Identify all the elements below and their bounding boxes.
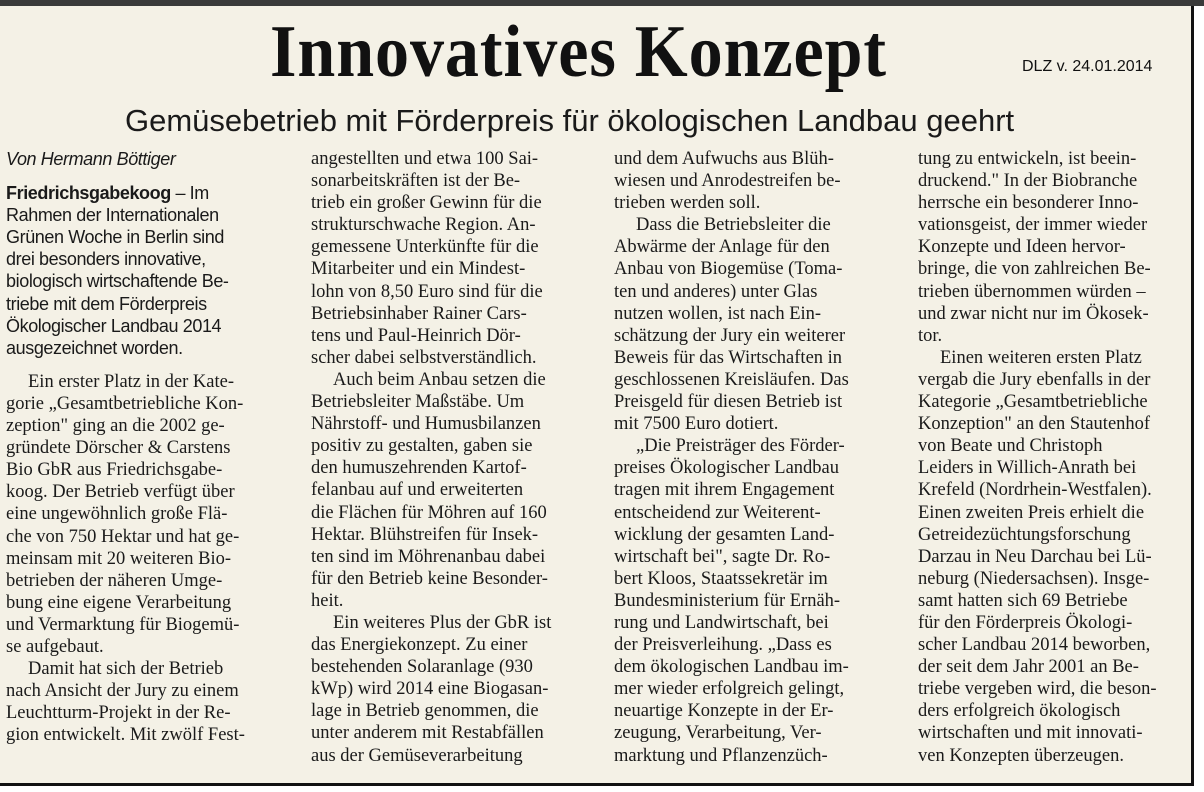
article-text-line: gemessene Unterkünfte für die [311, 237, 539, 258]
article-text-line: Beweis für das Wirtschaften in [614, 347, 843, 368]
article-text-line: Leiders in Willich-Anrath bei [918, 458, 1137, 479]
article-text-line: meinsam mit 20 weiteren Bio- [6, 548, 232, 569]
article-text-line: lohn von 8,50 Euro sind für die [311, 281, 543, 302]
article-text-line: trieben werden soll. [614, 193, 761, 214]
article-text-line: und dem Aufwuchs aus Blüh- [614, 149, 834, 169]
article-text-line: drei besonders innovative, [6, 249, 206, 270]
article-text-line: Ein weiteres Plus der GbR ist [333, 612, 552, 633]
article-text-line: ausgezeichnet worden. [6, 337, 183, 358]
article-text-line: Auch beim Anbau setzen die [333, 369, 546, 390]
article-text-line: Kategorie „Gesamtbetriebliche [918, 392, 1148, 413]
article-text-line: die Flächen für Möhren auf 160 [311, 502, 547, 523]
article-text-line: geschlossenen Kreisläufen. Das [614, 369, 849, 390]
article-text-line: Bio GbR aus Friedrichsgabe- [6, 460, 223, 481]
article-text-line: herrsche ein besonderer Inno- [918, 193, 1139, 214]
article-text-line: triebe mit dem Förderpreis [6, 293, 207, 314]
article-text-line: Einen weiteren ersten Platz [940, 347, 1142, 368]
article-text-line: nach Ansicht der Jury zu einem [6, 681, 239, 702]
article-text-line: Damit hat sich der Betrieb [28, 659, 224, 680]
article-text-line: Mitarbeiter und ein Mindest- [311, 259, 526, 280]
article-text-line: mit 7500 Euro dotiert. [614, 414, 779, 435]
article-text-line: zeption" ging an die 2002 ge- [6, 416, 225, 437]
article-text-line: Abwärme der Anlage für den [614, 237, 830, 258]
article-text-line: lage in Betrieb genommen, die [311, 701, 539, 722]
article-text-line: wicklung der gesamten Land- [614, 524, 835, 545]
dateline-place: Friedrichsgabekoog [6, 183, 171, 204]
article-text-line: Preisgeld für diesen Betrieb ist [614, 392, 843, 413]
article-text-line: Ein erster Platz in der Kate- [28, 371, 234, 392]
article-text-line: gorie „Gesamtbetriebliche Kon- [6, 393, 244, 414]
article-text-line: druckend." In der Biobranche [918, 171, 1138, 192]
article-text-line: se aufgebaut. [6, 636, 104, 657]
article-text-line: bung eine eigene Verarbeitung [6, 592, 232, 613]
article-text-line: betrieben der näheren Umge- [6, 570, 223, 591]
article-text-line: vergab die Jury ebenfalls in der [918, 369, 1151, 390]
article-text-line: das Energiekonzept. Zu einer [311, 635, 528, 656]
article-text-line: „Die Preisträger des Förder- [636, 436, 845, 457]
article-text-line: Ökologischer Landbau 2014 [6, 315, 222, 336]
article-column-2 [311, 148, 603, 788]
article-text-line: eine ungewöhnlich große Flä- [6, 504, 228, 525]
article-text-line: aus der Gemüseverarbeitung [311, 745, 523, 766]
paragraph-gap [6, 359, 306, 371]
article-text-line: scher Landbau 2014 beworben, [918, 635, 1151, 656]
article-text-line: kWp) wird 2014 eine Biogasan- [311, 679, 549, 700]
article-text-line: den humuszehrenden Kartof- [311, 458, 527, 479]
article-column-1 [6, 148, 306, 788]
article-text-line: bestehenden Solaranlage (930 [311, 657, 533, 678]
article-text-line: Krefeld (Nordrhein-Westfalen). [918, 480, 1152, 501]
article-text-line: ten und anderes) unter Glas [614, 281, 818, 302]
article-text-line: heit. [311, 590, 344, 611]
article-text-line: Bundesministerium für Ernäh- [614, 590, 841, 611]
article-text-line: neburg (Niedersachsen). Insge- [918, 568, 1150, 589]
article-text-line: tens und Paul-Heinrich Dör- [311, 325, 521, 346]
article-text-line: marktung und Pflanzenzüch- [614, 745, 828, 766]
article-text-line: felanbau auf und erweiterten [311, 480, 524, 501]
source-note: DLZ v. 24.01.2014 [1022, 58, 1153, 75]
article-text-line: strukturschwache Region. An- [311, 215, 536, 236]
article-text-line: und zwar nicht nur im Ökosek- [918, 303, 1149, 324]
article-text-line: tor. [918, 325, 943, 346]
article-text-line: entscheidend zur Weiterent- [614, 502, 821, 523]
article-text-line: wirtschaft bei", sagte Dr. Ro- [614, 546, 831, 567]
article-text-line: tragen mit ihrem Engagement [614, 480, 835, 501]
article-text-line: wiesen und Anrodestreifen be- [614, 171, 841, 192]
subheadline: Gemüsebetrieb mit Förderpreis für ökologischen Landbau geehrt [125, 103, 1015, 138]
article-text-line: für den Förderpreis Ökologi- [918, 612, 1133, 633]
article-text-line: sonarbeitskräften ist der Be- [311, 171, 521, 192]
article-text-line: rung und Landwirtschaft, bei [614, 612, 829, 633]
article-text-line: wirtschaften und mit innovati- [918, 723, 1143, 744]
article-text-line: Dass die Betriebsleiter die [636, 215, 831, 236]
article-text-line: Getreidezüchtungsforschung [918, 524, 1131, 545]
article-text-line: tung zu entwickeln, ist beein- [918, 149, 1137, 169]
article-text-line: ten sind im Möhrenanbau dabei [311, 546, 546, 567]
article-text-line: nutzen wollen, ist nach Ein- [614, 303, 822, 324]
article-text-line: samt hatten sich 69 Betriebe [918, 590, 1128, 611]
article-text-line: vationsgeist, der immer wieder [918, 215, 1148, 236]
article-text-line: Darzau in Neu Darchau bei Lü- [918, 546, 1152, 567]
byline: Von Hermann Böttiger [6, 149, 176, 169]
article-text-line: gründete Dörscher & Carstens [6, 438, 231, 459]
headline: Innovatives Konzept [270, 11, 888, 93]
article-text-line: angestellten und etwa 100 Sai- [311, 149, 539, 169]
article-text-line: Betriebsleiter Maßstäbe. Um [311, 392, 525, 413]
article-text-line: für den Betrieb keine Besonder- [311, 568, 548, 589]
article-text-line: Anbau von Biogemüse (Toma- [614, 259, 843, 280]
article-text-line: neuartige Konzepte in der Er- [614, 701, 834, 722]
article-text-line: der Preisverleihung. „Dass es [614, 635, 832, 656]
article-text-line: Einen zweiten Preis erhielt die [918, 502, 1145, 523]
article-text-line: triebe vergeben wird, die beson- [918, 679, 1157, 700]
article-text-line: Konzeption" an den Stautenhof [918, 414, 1151, 435]
article-text-line: Konzepte und Ideen hervor- [918, 237, 1126, 258]
article-text-line [6, 182, 306, 204]
article-text-line: mer wieder erfolgreich gelingt, [614, 679, 845, 700]
article-text-line: trieben übernommen würden – [918, 281, 1146, 302]
article-text-line: che von 750 Hektar und hat ge- [6, 526, 240, 547]
article-text-line: ven Konzepten überzeugen. [918, 745, 1124, 766]
article-text-line: gion entwickelt. Mit zwölf Fest- [6, 725, 245, 746]
article-text-line: von Beate und Christoph [918, 436, 1103, 457]
article-text-line: positiv zu gestalten, gaben sie [311, 436, 533, 457]
article-text-line: preises Ökologischer Landbau [614, 458, 840, 479]
article-text-line: biologisch wirtschaftende Be- [6, 271, 229, 292]
article-text-line: scher dabei selbstverständlich. [311, 347, 537, 368]
article-text-line: der seit dem Jahr 2001 an Be- [918, 657, 1139, 678]
article-text-line: Betriebsinhaber Rainer Cars- [311, 303, 527, 324]
article-text: – Im [170, 183, 209, 204]
article-text-line: Hektar. Blühstreifen für Insek- [311, 524, 539, 545]
article-text-line: koog. Der Betrieb verfügt über [6, 482, 235, 503]
paragraph-gap [6, 170, 306, 182]
article-text-line: Nährstoff- und Humusbilanzen [311, 414, 541, 435]
article-text-line: und Vermarktung für Biogemü- [6, 614, 240, 635]
article-text-line: zeugung, Verarbeitung, Ver- [614, 723, 822, 744]
article-text-line: bert Kloos, Staatssekretär im [614, 568, 828, 589]
article-text-line: unter anderem mit Restabfällen [311, 723, 544, 744]
article-text-line: dem ökologischen Landbau im- [614, 657, 849, 678]
article-text-line: Rahmen der Internationalen [6, 205, 219, 226]
article-text-line: trieb ein großer Gewinn für die [311, 193, 542, 214]
article-text-line: Leuchtturm-Projekt in der Re- [6, 703, 231, 724]
article-text-line: ders erfolgreich ökologisch [918, 701, 1121, 722]
article-column-4 [918, 148, 1194, 788]
article-text-line: Grünen Woche in Berlin sind [6, 227, 224, 248]
article-text-line: schätzung der Jury ein weiterer [614, 325, 846, 346]
article-column-3 [614, 148, 906, 788]
article-text-line: bringe, die von zahlreichen Be- [918, 259, 1151, 280]
